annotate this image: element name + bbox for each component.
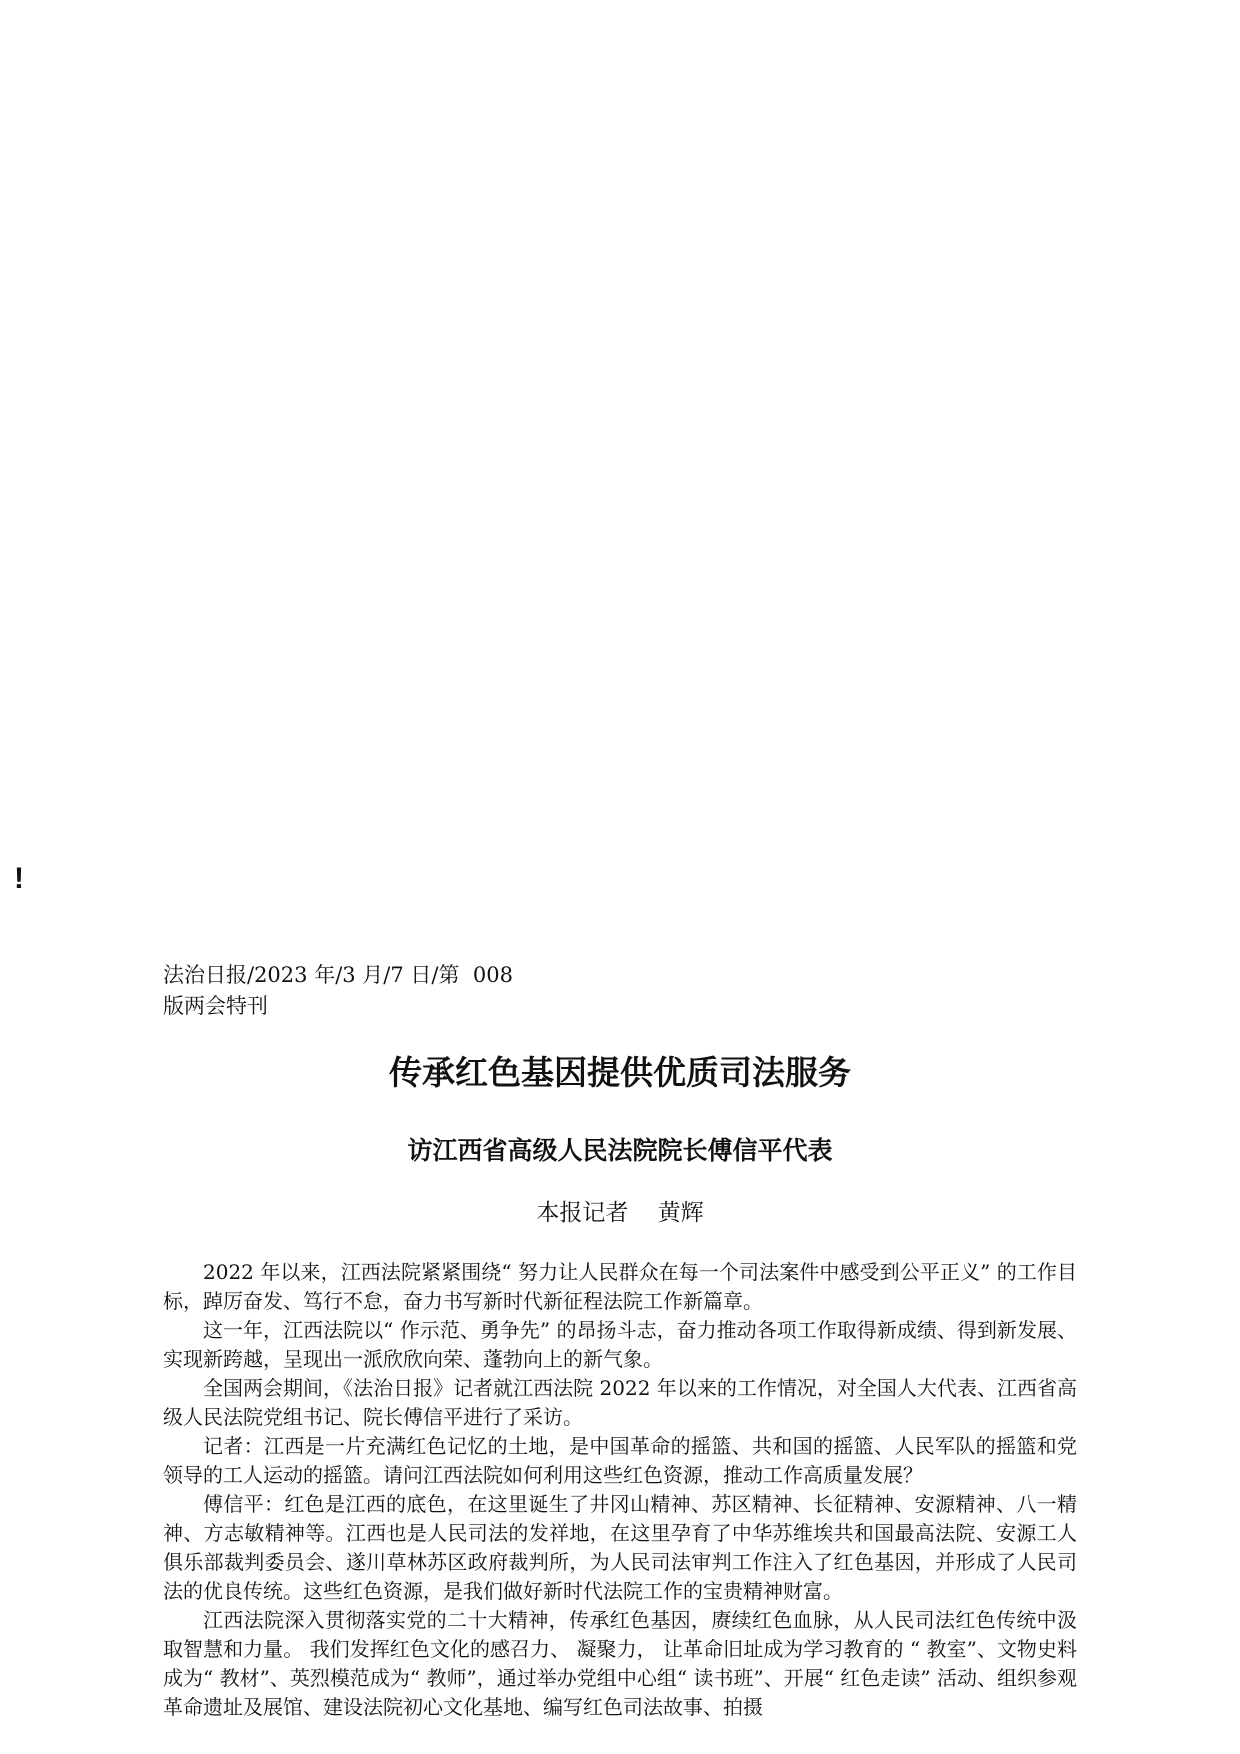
article-subtitle: 访江西省高级人民法院院长傅信平代表 [407,1136,833,1165]
article-body [163,1258,1077,1722]
exclamation-mark: ! [14,862,24,895]
source-line-2: 版两会特刊 [163,994,268,1018]
source-line-1: 法治日报/2023 年/3 月/7 日/第 008 [163,963,513,987]
paragraph: 记者：江西是一片充满红色记忆的土地，是中国革命的摇篮、共和国的摇篮、人民军队的摇篮和党领导的工人运动的摇篮。请问江西法院如何利用这些红色资源，推动工作高质量发展？ [163,1434,1077,1487]
article-byline: 本报记者 黄辉 [536,1200,704,1226]
paragraph: 傅信平：红色是江西的底色，在这里诞生了井冈山精神、苏区精神、长征精神、安源精神、八一精神、方志敏精神等。江西也是人民司法的发祥地，在这里孕育了中华苏维埃共和国最高法院、安源工人俱乐部裁判委员会、遂川草林苏区政府裁判所，为人民司法审判工作注入了红色基因，并形成了人民司法的优良传统。这些红色资源，是我们做好新时代法院工作的宝贵精神财富。 [163,1492,1077,1603]
paragraph: 2022 年以来，江西法院紧紧围绕“ 努力让人民群众在每一个司法案件中感受到公平正义” 的工作目标，踔厉奋发、笃行不怠，奋力书写新时代新征程法院工作新篇章。 [163,1260,1077,1313]
paragraph: 这一年，江西法院以“ 作示范、勇争先” 的昂扬斗志，奋力推动各项工作取得新成绩、得到新发展、实现新跨越，呈现出一派欣欣向荣、蓬勃向上的新气象。 [163,1318,1077,1371]
paragraph: 江西法院深入贯彻落实党的二十大精神，传承红色基因，赓续红色血脉，从人民司法红色传统中汲取智慧和力量。 我们发挥红色文化的感召力、 凝聚力， 让革命旧址成为学习教育的 “ 教室”、文物史料成为“ 教材”、英烈模范成为“ 教师”，通过举办党组中心组“ 读书班”、开展“ 红色走读” 活动、组织参观革命遗址及展馆、建设法院初心文化基地、编写红色司法故事、拍摄 [163,1608,1077,1719]
article-title: 传承红色基因提供优质司法服务 [389,1053,851,1092]
source-citation [163,960,683,1022]
paragraph: 全国两会期间，《法治日报》记者就江西法院 2022 年以来的工作情况，对全国人大代表、江西省高级人民法院党组书记、院长傅信平进行了采访。 [163,1376,1077,1429]
